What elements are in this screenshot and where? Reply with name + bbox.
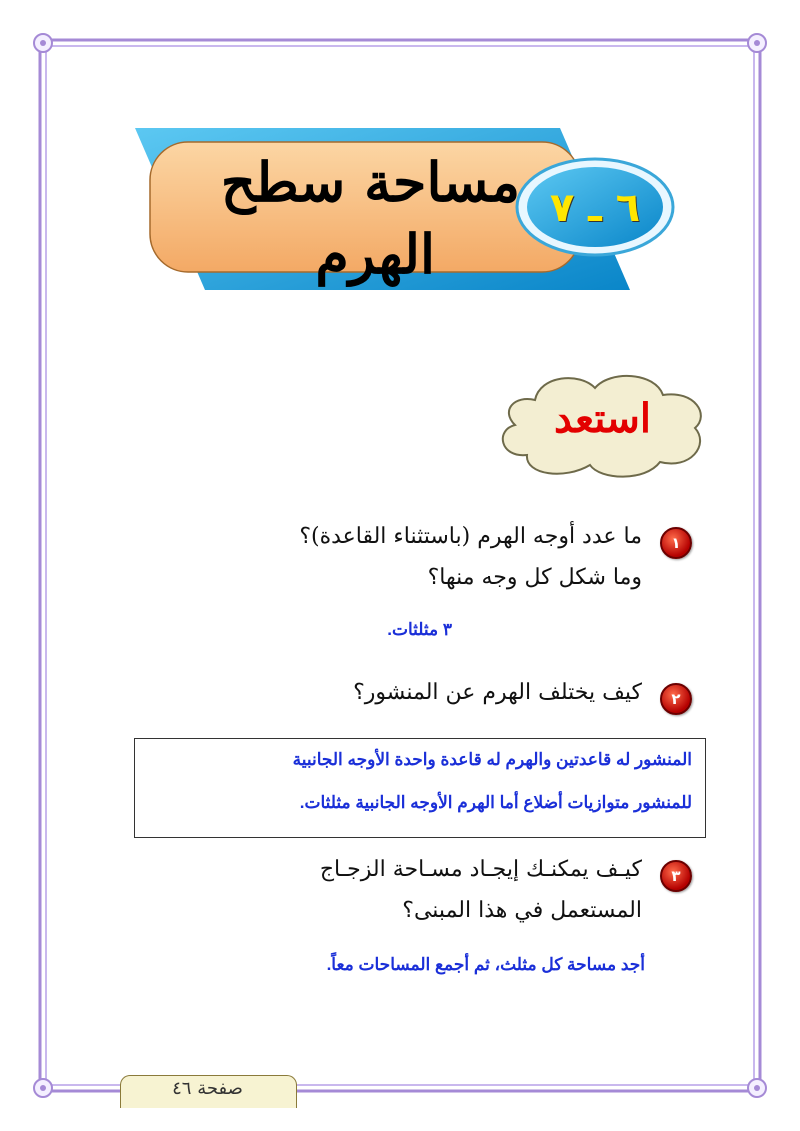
page-title-line-1: مساحة سطح [220, 150, 520, 214]
question-3-answer: أجد مساحة كل مثلث، ثم أجمع المساحات معاً. [326, 955, 645, 974]
question-3-number-badge: ٣ [660, 860, 692, 892]
question-2-answer-line-1: المنشور له قاعدتين والهرم له قاعدة واحدة الأوجه الجانبية [292, 750, 692, 769]
question-1-line-2: وما شكل كل وجه منها؟ [427, 565, 642, 590]
lesson-number: ٦ ـ ٧ [549, 185, 641, 231]
page-title-line-2: الهرم [315, 222, 435, 286]
ready-label: استعد [554, 395, 651, 442]
question-1-number-badge: ١ [660, 527, 692, 559]
page-number: صفحة ٤٦ [172, 1078, 243, 1099]
question-3-line-2: المستعمل في هذا المبنى؟ [402, 898, 642, 923]
question-1-answer: ٣ مثلثات. [387, 620, 452, 639]
question-2-line-1: كيف يختلف الهرم عن المنشور؟ [353, 680, 642, 705]
question-3-line-1: كيـف يمكنـك إيجـاد مسـاحة الزجـاج [319, 857, 642, 882]
question-2-answer-line-2: للمنشور متوازيات أضلاع أما الهرم الأوجه الجانبية مثلثات. [299, 793, 692, 812]
question-2-number-badge: ٢ [660, 683, 692, 715]
question-1-line-1: ما عدد أوجه الهرم (باستثناء القاعدة)؟ [299, 524, 642, 549]
